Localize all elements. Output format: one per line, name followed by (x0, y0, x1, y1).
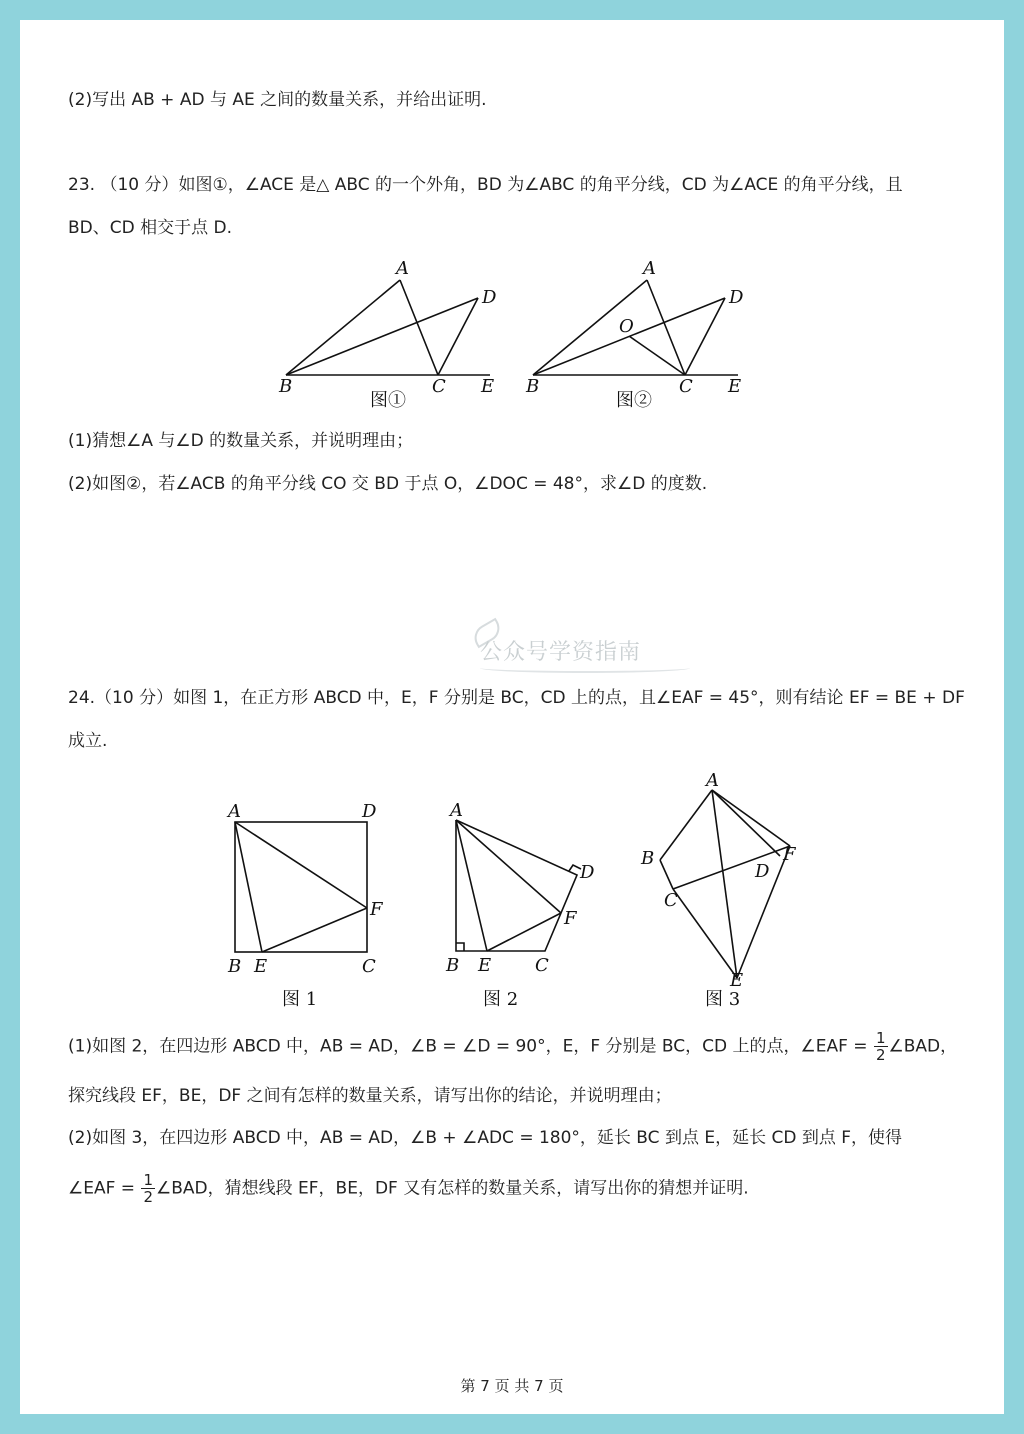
fig24-3-line-af (712, 790, 790, 846)
q24-part1-line1 (68, 1030, 957, 1063)
fig24-2-line-af (456, 820, 561, 913)
fig24-1-line-af (235, 822, 367, 908)
fig24-3-line-bc (660, 860, 673, 889)
fig1-label-a: A (396, 258, 409, 279)
fig24-2-label-a: A (450, 800, 463, 821)
watermark-text: 公众号学资指南 (480, 640, 642, 665)
fig24-1-label-c: C (362, 956, 376, 977)
fig24-3-line-ab (660, 790, 712, 860)
fig24-1-label-e: E (254, 956, 268, 977)
fig24-2-line-ef (487, 913, 561, 951)
q22-part2: (2)写出 AB + AD 与 AE 之间的数量关系，并给出证明. (68, 90, 487, 110)
fig1-label-d: D (482, 287, 497, 308)
fraction-half: $\frac{1}{2}$ (875, 1029, 886, 1064)
fig24-3-label-e: E (730, 970, 744, 991)
fig24-2-right-angle-b (456, 943, 464, 951)
q24-part1-line2: 探究线段 EF，BE，DF 之间有怎样的数量关系，请写出你的结论，并说明理由； (68, 1086, 672, 1106)
fig24-1-line-ae (235, 822, 262, 952)
q23-part1: (1)猜想∠A 与∠D 的数量关系，并说明理由； (68, 431, 414, 451)
q24-part2-text-a: ∠EAF = (68, 1178, 141, 1199)
fig24-1-square (235, 822, 367, 952)
q24-stem-line2: 成立. (68, 731, 108, 751)
fig1-caption: 图① (370, 390, 406, 411)
q23-stem-line2: BD、CD 相交于点 D. (68, 218, 233, 238)
fraction-half-2: $\frac{1}{2}$ (143, 1171, 153, 1206)
q23-stem-line1: 23. （10 分）如图①，∠ACE 是△ ABC 的一个外角，BD 为∠ABC 的角平分线，CD 为∠ACE 的角平分线，且 (68, 175, 903, 195)
fig2-label-e: E (728, 376, 742, 397)
q24-stem-line1: 24.（10 分）如图 1，在正方形 ABCD 中，E，F 分别是 BC，CD 上的点，且∠EAF = 45°，则有结论 EF = BE + DF (68, 688, 965, 708)
fig2-line-dc (685, 298, 725, 375)
fig2-label-o: O (619, 316, 634, 337)
fig1-line-dc (438, 298, 478, 375)
fig1-line-ba (286, 280, 400, 375)
fig24-2-quad (456, 820, 577, 951)
watermark-wave-icon (480, 663, 690, 673)
q24-part1-text-a: (1)如图 2，在四边形 ABCD 中，AB = AD，∠B = ∠D = 90°，E，F 分别是 BC，CD 上的点，∠EAF = (68, 1036, 873, 1057)
fig24-3-label-f: F (783, 844, 796, 865)
q24-part2-text-b: ∠BAD，猜想线段 EF，BE，DF 又有怎样的数量关系，请写出你的猜想并证明. (156, 1178, 749, 1199)
fig24-2-label-d: D (580, 862, 595, 883)
fig24-3-label-c: C (664, 890, 678, 911)
fig24-2-label-b: B (446, 955, 460, 976)
fig24-3-line-cf (673, 846, 790, 889)
fig2-caption: 图② (616, 390, 652, 411)
fig24-1-line-ef (262, 908, 367, 952)
fig1-line-bd (286, 298, 478, 375)
fig24-1-label-d: D (362, 801, 377, 822)
fig2-label-b: B (526, 376, 540, 397)
fig2-label-a: A (643, 258, 656, 279)
fig24-2-line-ae (456, 820, 487, 951)
q24-part1-text-b: ∠BAD， (888, 1036, 958, 1057)
fig1-label-e: E (481, 376, 495, 397)
fig24-2-label-c: C (535, 955, 549, 976)
page-footer: 第 7 页 共 7 页 (460, 1377, 564, 1395)
fig24-3-caption: 图 3 (705, 989, 741, 1010)
fig24-3-line-ad (712, 790, 780, 856)
fig24-2-label-e: E (478, 955, 492, 976)
fig1-label-c: C (432, 376, 446, 397)
fig24-3-label-d: D (755, 861, 770, 882)
fig24-2-caption: 图 2 (483, 989, 519, 1010)
fig24-1-label-b: B (228, 956, 242, 977)
fig1-label-b: B (279, 376, 293, 397)
q24-part2-line1: (2)如图 3，在四边形 ABCD 中，AB = AD，∠B + ∠ADC = 180°，延长 BC 到点 E，延长 CD 到点 F，使得 (68, 1128, 903, 1148)
fig24-2-label-f: F (564, 908, 577, 929)
fig2-label-c: C (679, 376, 693, 397)
fig24-3-label-a: A (706, 770, 719, 791)
fig2-label-d: D (729, 287, 744, 308)
q24-part2-line2 (68, 1172, 749, 1205)
fig24-1-caption: 图 1 (282, 989, 318, 1010)
fig24-3-label-b: B (641, 848, 655, 869)
fig24-1-label-f: F (370, 899, 383, 920)
q23-part2: (2)如图②，若∠ACB 的角平分线 CO 交 BD 于点 O，∠DOC = 48°，求∠D 的度数. (68, 474, 708, 494)
fig24-1-label-a: A (228, 801, 241, 822)
exam-page (20, 20, 1004, 1414)
